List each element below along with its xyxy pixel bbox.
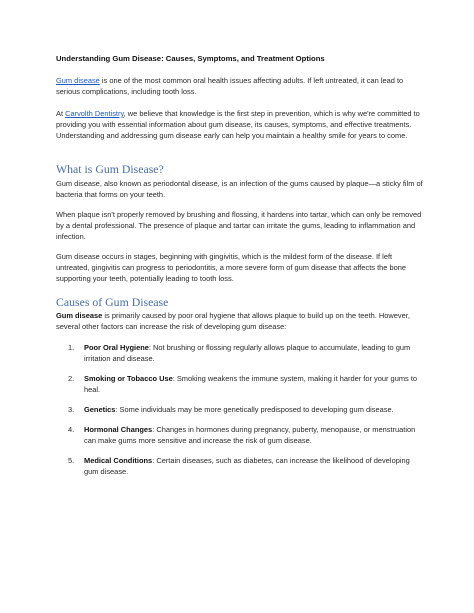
section1-paragraph: When plaque isn't properly removed by brushing and flossing, it hardens into tartar, which can only be removed by a dental professional. The presence of plaque and tartar can irritate the gums, leading to inflammation and infection.: [56, 210, 422, 242]
intro2-text: , we believe that knowledge is the first step in prevention, which is why we're committed to providing you with essential information about gum disease, its causes, symptoms, and effective treatments. Understanding and addressing gum disease early can help you maintain a healthy smile for years to come.: [56, 109, 420, 141]
section2-intro-text: is primarily caused by poor oral hygiene that allows plaque to build up on the teeth. However, several other factors can increase the risk of developing gum disease:: [56, 311, 410, 332]
list-number: 5.: [68, 456, 75, 465]
list-number: 4.: [68, 425, 75, 434]
section1-paragraph: Gum disease occurs in stages, beginning with gingivitis, which is the mildest form of the disease. If left untreated, gingivitis can progress to periodontitis, a more severe form of gum disease that affects the bone supporting your teeth, potentially leading to tooth loss.: [56, 252, 407, 284]
list-item-desc: : Certain diseases, such as diabetes, can increase the likelihood of developing gum disease.: [84, 456, 410, 477]
list-item-text: [84, 342, 422, 364]
gum-disease-link[interactable]: Gum disease: [56, 76, 100, 85]
carvolth-dentistry-link[interactable]: Carvolth Dentistry: [65, 109, 124, 118]
document-title: Understanding Gum Disease: Causes, Symptoms, and Treatment Options: [56, 54, 325, 63]
list-item-desc: : Not brushing or flossing regularly allows plaque to accumulate, leading to gum irritation and disease.: [84, 343, 411, 364]
list-item-term: Genetics: [84, 405, 116, 414]
section2-intro: [56, 310, 424, 332]
section-heading-causes: Causes of Gum Disease: [56, 295, 169, 309]
list-item-term: Hormonal Changes: [84, 425, 153, 434]
section2-intro-bold: Gum disease: [56, 311, 103, 320]
list-number: 2.: [68, 374, 75, 383]
intro2-paragraph: [56, 108, 424, 142]
list-item-term: Poor Oral Hygiene: [84, 343, 149, 352]
list-number: 1.: [68, 343, 75, 352]
list-item-term: Smoking or Tobacco Use: [84, 374, 173, 383]
section1-paragraph: Gum disease, also known as periodontal disease, is an infection of the gums caused by plaque—a sticky film of bacteria that forms on your teeth.: [56, 179, 423, 200]
intro2-prefix: At: [56, 109, 66, 118]
intro-paragraph: [56, 75, 424, 97]
list-item-desc: : Smoking weakens the immune system, making it harder for your gums to heal.: [84, 374, 418, 395]
list-item-text: [84, 455, 422, 477]
list-item-text: [84, 373, 422, 395]
list-number: 3.: [68, 405, 75, 414]
list-item-desc: : Some individuals may be more genetically predisposed to developing gum disease.: [115, 405, 394, 414]
list-item-text: [84, 424, 422, 446]
intro-text: is one of the most common oral health issues affecting adults. If left untreated, it can lead to serious complications, including tooth loss.: [56, 76, 404, 97]
list-item-desc: : Changes in hormones during pregnancy, puberty, menopause, or menstruation can make gums more sensitive and increase the risk of gum disease.: [84, 425, 416, 446]
section-heading-what-is: What is Gum Disease?: [56, 162, 164, 176]
list-item-term: Medical Conditions: [84, 456, 153, 465]
list-item-text: [84, 404, 422, 415]
